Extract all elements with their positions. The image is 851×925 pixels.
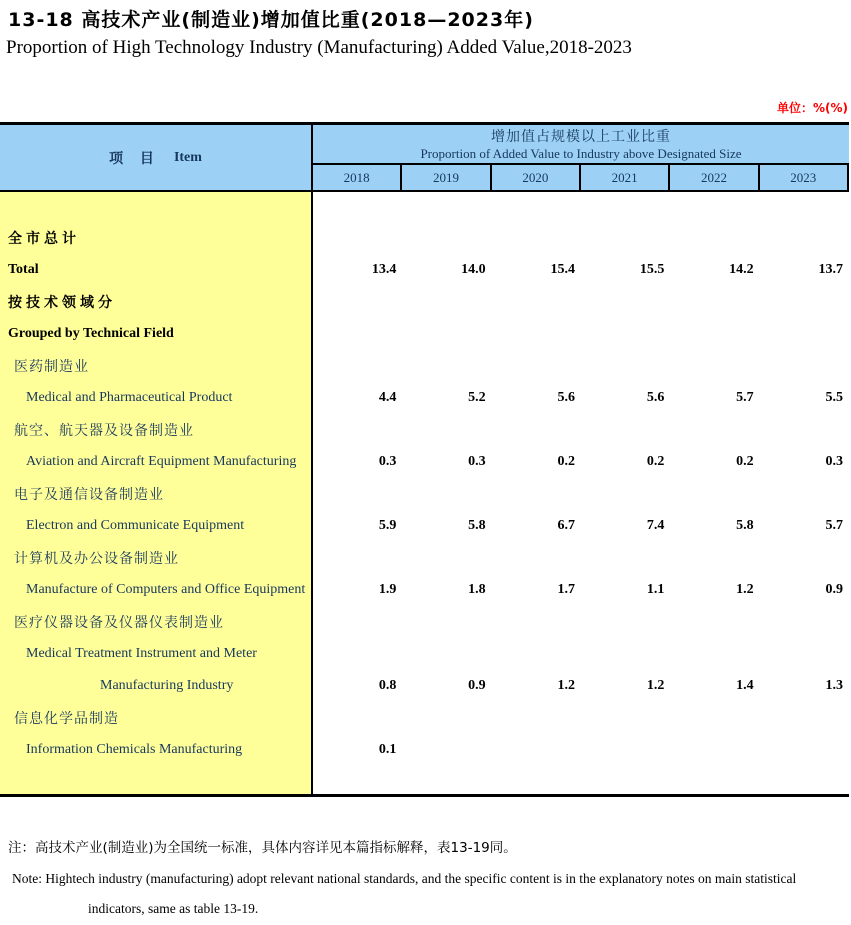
value-cell xyxy=(313,350,402,382)
value-cell xyxy=(670,702,759,734)
table-row xyxy=(0,414,849,446)
value-cell xyxy=(760,286,849,318)
value-cell xyxy=(670,478,759,510)
value-cell: 1.4 xyxy=(736,678,754,693)
value-cell: 5.7 xyxy=(736,390,754,405)
row-item-label: Medical and Pharmaceutical Product xyxy=(26,390,233,405)
value-cell xyxy=(402,606,491,638)
value-cell: 1.2 xyxy=(557,678,575,693)
value-cell: 0.2 xyxy=(646,454,665,469)
table-row xyxy=(0,510,849,542)
table-row xyxy=(0,318,849,350)
value-cell: 15.5 xyxy=(639,262,665,277)
value-cell xyxy=(581,478,670,510)
table-row xyxy=(0,286,849,318)
value-cell: 0.9 xyxy=(825,582,843,597)
page-title-cn: 13-18 高技术产业(制造业)增加值比重(2018—2023年) xyxy=(8,9,534,31)
value-cell: 5.5 xyxy=(825,390,843,405)
value-cell xyxy=(670,734,759,766)
row-item-label: Electron and Communicate Equipment xyxy=(26,518,245,533)
value-cell xyxy=(581,606,670,638)
footnotes xyxy=(8,836,843,917)
footnote-cn: 注：高技术产业(制造业)为全国统一标准，具体内容详见本篇指标解释，表13-19同。 xyxy=(8,840,517,856)
value-cell: 5.8 xyxy=(468,518,486,533)
value-cell xyxy=(581,222,670,254)
table-row xyxy=(0,350,849,382)
row-item-label: 按技术领域分 xyxy=(8,295,116,311)
value-cell: 1.1 xyxy=(646,582,665,597)
year-header-cell: 2018 xyxy=(313,165,402,190)
value-cell xyxy=(492,542,581,574)
value-cell: 0.1 xyxy=(378,742,397,757)
value-cell xyxy=(402,542,491,574)
row-values xyxy=(313,542,849,574)
footnote-en-line1: Note: Hightech industry (manufacturing) adopt relevant national standards, and the specific content is in the explanatory notes on main statistical xyxy=(12,871,797,886)
value-cell xyxy=(313,318,402,350)
value-cell xyxy=(313,702,402,734)
value-cell xyxy=(670,318,759,350)
row-values xyxy=(313,670,849,702)
page-title-en: Proportion of High Technology Industry (Manufacturing) Added Value,2018-2023 xyxy=(6,37,632,58)
item-header-en: Item xyxy=(173,149,202,165)
row-values xyxy=(313,382,849,414)
table-body-top-spacer xyxy=(0,192,849,222)
value-cell xyxy=(760,350,849,382)
value-cell xyxy=(402,702,491,734)
row-item-label: 医药制造业 xyxy=(14,359,89,375)
table-row xyxy=(0,382,849,414)
table-row xyxy=(0,446,849,478)
value-cell: 0.3 xyxy=(378,454,397,469)
row-item-label: Medical Treatment Instrument and Meter xyxy=(26,646,257,661)
year-header-cell: 2023 xyxy=(760,165,849,190)
table-row xyxy=(0,606,849,638)
value-cell xyxy=(402,414,491,446)
footnote-en-line2: indicators, same as table 13-19. xyxy=(88,901,259,916)
value-cell: 15.4 xyxy=(550,262,575,277)
table-row xyxy=(0,734,849,766)
value-cell xyxy=(581,350,670,382)
row-values xyxy=(313,734,849,766)
row-item-label: Manufacturing Industry xyxy=(100,678,234,693)
item-header-cell xyxy=(0,125,313,190)
row-values xyxy=(313,702,849,734)
value-cell xyxy=(492,222,581,254)
year-header-cell: 2022 xyxy=(670,165,759,190)
row-values xyxy=(313,414,849,446)
table-row xyxy=(0,670,849,702)
group-header-cn: 增加值占规模以上工业比重 xyxy=(491,129,671,145)
value-cell xyxy=(402,318,491,350)
row-item-label: 航空、航天器及设备制造业 xyxy=(14,423,194,439)
value-cell: 13.7 xyxy=(818,262,843,277)
value-cell: 4.4 xyxy=(378,390,397,405)
value-cell: 5.6 xyxy=(557,390,575,405)
row-values xyxy=(313,574,849,606)
table-row xyxy=(0,542,849,574)
value-cell xyxy=(402,734,491,766)
value-cell: 5.8 xyxy=(736,518,754,533)
table-row xyxy=(0,638,849,670)
row-item-label: 电子及通信设备制造业 xyxy=(14,487,164,503)
year-header-cell: 2019 xyxy=(402,165,491,190)
value-cell: 5.7 xyxy=(825,518,843,533)
table-row xyxy=(0,222,849,254)
row-values xyxy=(313,286,849,318)
value-cell xyxy=(313,542,402,574)
value-cell xyxy=(760,542,849,574)
value-cell xyxy=(492,478,581,510)
value-cell xyxy=(581,734,670,766)
row-values xyxy=(313,606,849,638)
value-cell xyxy=(670,414,759,446)
row-values xyxy=(313,350,849,382)
value-cell xyxy=(492,606,581,638)
value-cell xyxy=(492,638,581,670)
item-header-cn: 项 目 xyxy=(109,150,160,167)
value-cell xyxy=(492,350,581,382)
value-cell xyxy=(492,286,581,318)
value-cell: 0.8 xyxy=(378,678,397,693)
row-item-label: 医疗仪器设备及仪器仪表制造业 xyxy=(14,615,224,631)
value-cell xyxy=(492,414,581,446)
value-cell xyxy=(581,414,670,446)
value-cell xyxy=(670,542,759,574)
table-row xyxy=(0,254,849,286)
row-item-label: Total xyxy=(8,262,39,277)
unit-label: 单位：%(%) xyxy=(776,101,848,115)
value-cell xyxy=(670,350,759,382)
value-cell xyxy=(670,606,759,638)
table-row xyxy=(0,702,849,734)
value-cell xyxy=(760,734,849,766)
value-cell xyxy=(760,222,849,254)
value-cell: 13.4 xyxy=(371,262,397,277)
value-cell xyxy=(581,542,670,574)
row-item-label: Manufacture of Computers and Office Equipment xyxy=(26,582,306,597)
row-values xyxy=(313,638,849,670)
value-cell xyxy=(313,286,402,318)
value-cell xyxy=(760,702,849,734)
value-cell: 1.7 xyxy=(557,582,575,597)
value-cell xyxy=(402,222,491,254)
row-item-label: 全市总计 xyxy=(8,231,80,247)
value-cell xyxy=(581,702,670,734)
year-header-cell: 2020 xyxy=(492,165,581,190)
value-cell: 0.2 xyxy=(557,454,575,469)
value-cell xyxy=(313,606,402,638)
row-values xyxy=(313,254,849,286)
statistics-table xyxy=(0,122,849,797)
value-cell xyxy=(402,478,491,510)
value-cell: 1.2 xyxy=(736,582,754,597)
value-cell: 5.6 xyxy=(646,390,665,405)
value-cell: 1.9 xyxy=(378,582,397,597)
value-cell: 0.9 xyxy=(468,678,486,693)
value-cell xyxy=(402,638,491,670)
table-row xyxy=(0,574,849,606)
value-cell xyxy=(492,734,581,766)
value-cell: 14.0 xyxy=(461,262,486,277)
value-cell: 1.3 xyxy=(825,678,843,693)
table-body xyxy=(0,192,849,797)
year-header-row xyxy=(313,165,849,190)
table-body-bottom-filler xyxy=(0,766,849,794)
table-header xyxy=(0,122,849,192)
value-cell xyxy=(760,606,849,638)
row-values xyxy=(313,318,849,350)
value-cell xyxy=(313,638,402,670)
value-cell: 5.2 xyxy=(468,390,486,405)
row-values xyxy=(313,510,849,542)
row-item-label: 信息化学品制造 xyxy=(14,711,119,727)
value-cell: 1.8 xyxy=(468,582,486,597)
value-cell xyxy=(581,318,670,350)
value-cell xyxy=(402,350,491,382)
value-cell xyxy=(760,414,849,446)
value-cell: 5.9 xyxy=(378,518,397,533)
value-cell xyxy=(760,478,849,510)
value-cell xyxy=(581,286,670,318)
row-item-label: Information Chemicals Manufacturing xyxy=(26,742,243,757)
value-cell: 7.4 xyxy=(646,518,665,533)
value-cell: 0.3 xyxy=(825,454,843,469)
value-cell xyxy=(313,222,402,254)
value-cell xyxy=(670,222,759,254)
group-header-en: Proportion of Added Value to Industry above Designated Size xyxy=(420,146,742,161)
row-values xyxy=(313,446,849,478)
value-cell xyxy=(313,478,402,510)
row-values xyxy=(313,478,849,510)
value-cell xyxy=(492,318,581,350)
value-cell xyxy=(402,286,491,318)
row-item-label: Grouped by Technical Field xyxy=(8,326,174,341)
row-values xyxy=(313,222,849,254)
value-cell: 0.2 xyxy=(736,454,754,469)
value-cell xyxy=(670,638,759,670)
value-cell xyxy=(492,702,581,734)
table-row xyxy=(0,478,849,510)
value-cell: 0.3 xyxy=(468,454,486,469)
value-cell xyxy=(760,318,849,350)
value-cell xyxy=(760,638,849,670)
value-cell xyxy=(581,638,670,670)
value-cell: 1.2 xyxy=(646,678,665,693)
value-cell xyxy=(670,286,759,318)
year-header-cell: 2021 xyxy=(581,165,670,190)
value-cell xyxy=(313,414,402,446)
row-item-label: 计算机及办公设备制造业 xyxy=(14,551,179,567)
years-header xyxy=(313,125,849,190)
value-cell: 14.2 xyxy=(729,262,754,277)
row-item-label: Aviation and Aircraft Equipment Manufacturing xyxy=(26,454,297,469)
value-cell: 6.7 xyxy=(557,518,575,533)
group-header-cell xyxy=(313,125,849,165)
